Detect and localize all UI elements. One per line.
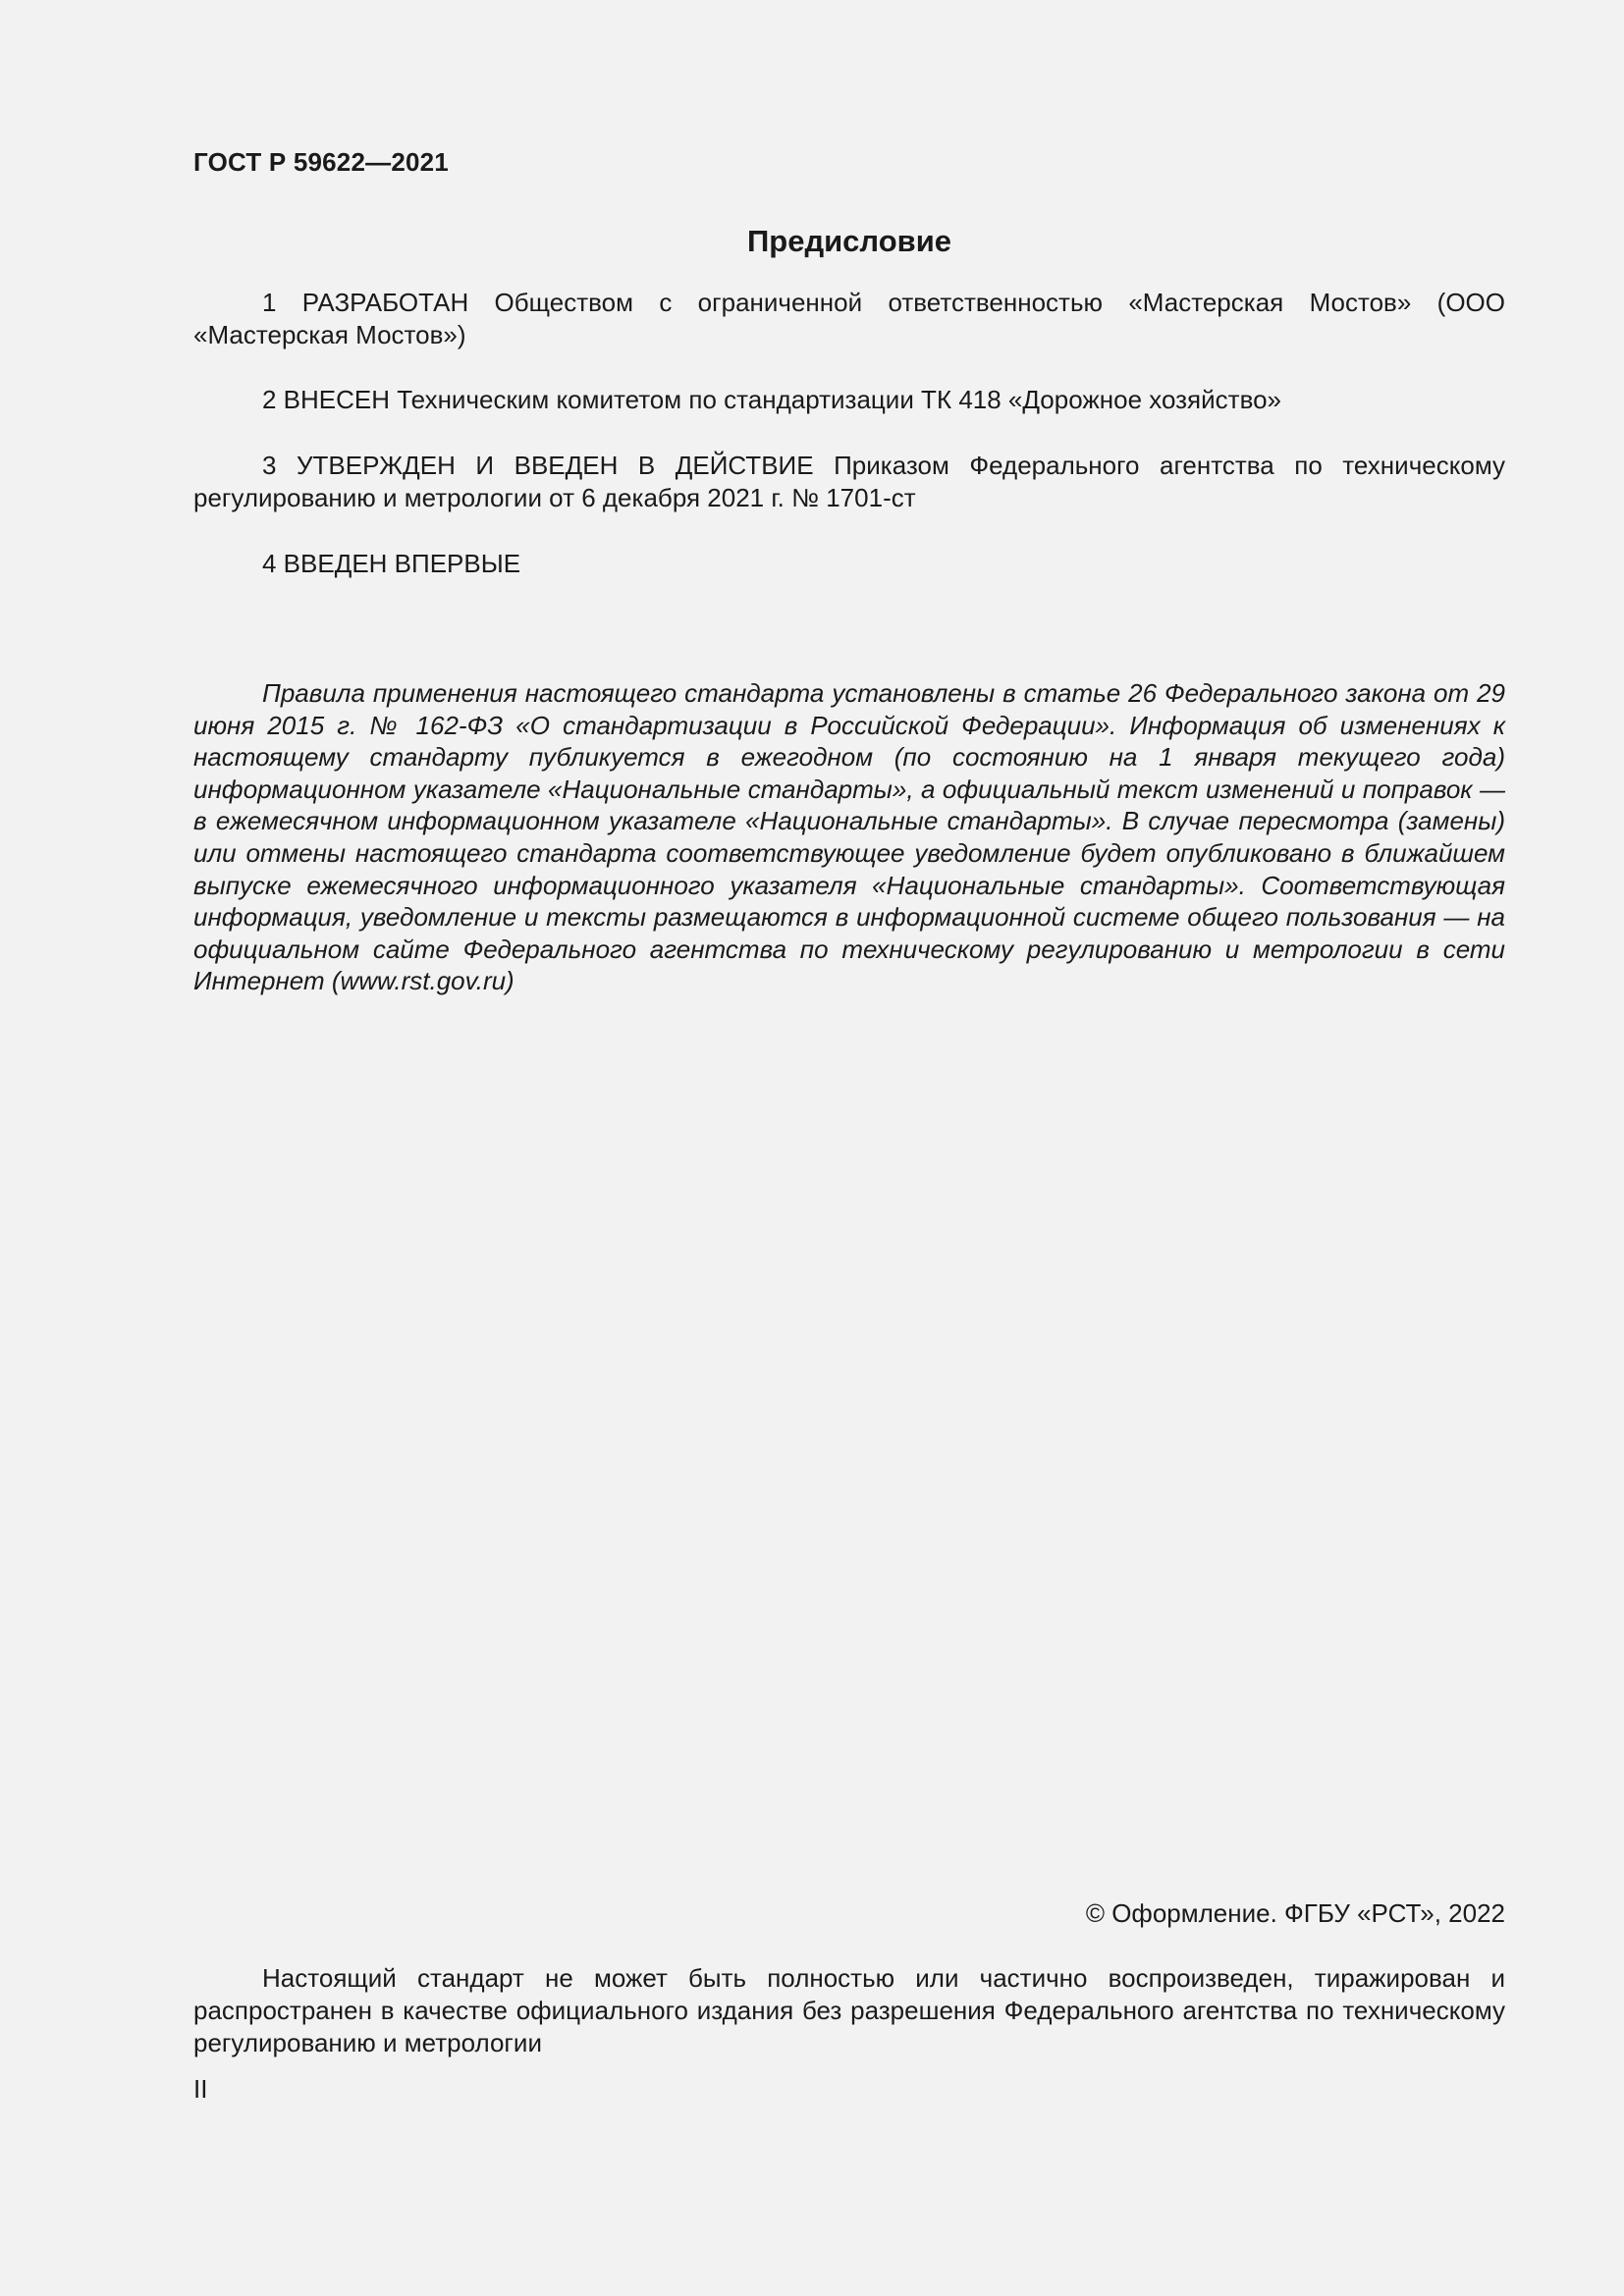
foreword-item-text: 3 УТВЕРЖДЕН И ВВЕДЕН В ДЕЙСТВИЕ Приказом Федерального агентства по техническому регулированию и метрологии от 6 декабря 2021 г. № 1701-ст <box>193 451 1505 512</box>
foreword-item-text: 1 РАЗРАБОТАН Обществом с ограниченной ответственностью «Мастерская Мостов» (ООО «Мастерская Мостов») <box>193 288 1505 349</box>
section-title: Предисловие <box>746 224 951 258</box>
document-page <box>193 0 1505 2296</box>
foreword-item-text: 4 ВВЕДЕН ВПЕРВЫЕ <box>262 549 521 578</box>
foreword-item-4 <box>193 548 1505 580</box>
page-number: II <box>193 2074 208 2104</box>
foreword-item-text: 2 ВНЕСЕН Техническим комитетом по стандартизации ТК 418 «Дорожное хозяйство» <box>262 385 1282 414</box>
copyright-line: © Оформление. ФГБУ «РСТ», 2022 <box>1085 1898 1505 1928</box>
foreword-item-3 <box>193 450 1505 514</box>
document-id-header: ГОСТ Р 59622—2021 <box>193 147 449 177</box>
reproduction-notice-text: Настоящий стандарт не может быть полностью или частично воспроизведен, тиражирован и распространен в качестве официального издания без разрешения Федерального агентства по техническому регулированию и метрологии <box>193 1963 1505 2057</box>
foreword-item-2 <box>193 384 1505 416</box>
foreword-item-1 <box>193 287 1505 351</box>
rules-notice <box>193 677 1505 997</box>
rules-notice-text: Правила применения настоящего стандарта установлены в статье 26 Федерального закона от 29 июня 2015 г. № 162-ФЗ «О стандартизации в Российской Федерации». Информация об изменениях к настоящему стандарту публикуется в ежегодном (по состоянию на 1 января текущего года) информационном указателе «Национальные стандарты», а официальный текст изменений и поправок — в ежемесячном информационном указателе «Национальные стандарты». В случае пересмотра (замены) или отмены настоящего стандарта соответствующее уведомление будет опубликовано в ближайшем выпуске ежемесячного информационного указателя «Национальные стандарты». Соответствующая информация, уведомление и тексты размещаются в информационной системе общего пользования — на официальном сайте Федерального агентства по техническому регулированию и метрологии в сети Интернет (www.rst.gov.ru) <box>193 678 1505 996</box>
reproduction-notice <box>193 1962 1505 2059</box>
